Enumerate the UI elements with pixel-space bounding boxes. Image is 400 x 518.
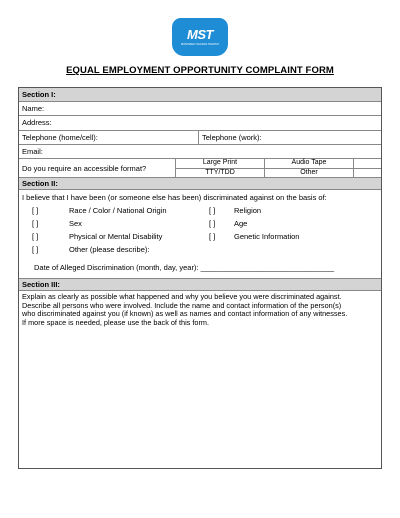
complaint-form bbox=[18, 87, 382, 469]
instruction-line: If more space is needed, please use the back of this form. bbox=[22, 317, 209, 327]
telephone-home-label: Telephone (home/cell): bbox=[22, 133, 98, 142]
logo-mark: MST bbox=[187, 26, 213, 42]
checkbox-age[interactable]: [ ] bbox=[209, 219, 216, 228]
option-genetic-label: Genetic Information bbox=[234, 232, 300, 241]
checkbox-sex[interactable]: [ ] bbox=[32, 219, 39, 228]
section2-intro: I believe that I have been (or someone else has been) discriminated against on the basis of: bbox=[22, 193, 327, 202]
section3-answer-area[interactable] bbox=[19, 328, 381, 468]
checkbox-disability[interactable]: [ ] bbox=[32, 232, 39, 241]
section2-body bbox=[19, 190, 381, 279]
format-other[interactable]: Other bbox=[300, 169, 318, 176]
instruction-line: Describe all persons who were involved. Include the name and contact information of the person(s) bbox=[22, 300, 342, 310]
instruction-line: who discriminated against you (if known) as well as names and contact information of any witnesses. bbox=[22, 309, 348, 319]
section1-header: Section I: bbox=[19, 88, 381, 102]
format-audio-tape[interactable]: Audio Tape bbox=[291, 159, 327, 166]
mst-logo bbox=[172, 18, 228, 56]
address-label: Address: bbox=[22, 118, 52, 127]
format-large-print[interactable]: Large Print bbox=[202, 159, 238, 166]
option-age-label: Age bbox=[234, 219, 248, 228]
section3-header: Section III: bbox=[19, 279, 381, 291]
telephone-work-label: Telephone (work): bbox=[202, 133, 262, 142]
checkbox-genetic[interactable]: [ ] bbox=[209, 232, 216, 241]
section3-instructions bbox=[22, 293, 378, 327]
telephone-divider bbox=[198, 131, 199, 144]
checkbox-race[interactable]: [ ] bbox=[32, 206, 39, 215]
logo-subtitle: MONTEREY-SALINAS TRANSIT bbox=[180, 42, 220, 46]
name-label: Name: bbox=[22, 104, 45, 113]
option-religion-label: Religion bbox=[234, 206, 262, 215]
option-sex-label: Sex bbox=[69, 219, 82, 228]
format-tty-tdd[interactable]: TTY/TDD bbox=[205, 169, 235, 176]
checkbox-religion[interactable]: [ ] bbox=[209, 206, 216, 215]
email-label: Email: bbox=[22, 147, 43, 156]
section2-header: Section II: bbox=[19, 178, 381, 190]
name-field[interactable] bbox=[19, 102, 381, 116]
option-other-label: Other (please describe): bbox=[69, 245, 150, 254]
date-of-discrimination-field[interactable]: Date of Alleged Discrimination (month, day, year): ________________________________ bbox=[34, 263, 335, 272]
checkbox-other[interactable]: [ ] bbox=[32, 245, 39, 254]
instruction-line: Explain as clearly as possible what happened and why you believe you were discriminated against. bbox=[22, 292, 342, 301]
accessible-format-row bbox=[19, 159, 381, 178]
telephone-row bbox=[19, 131, 381, 145]
option-race-label: Race / Color / National Origin bbox=[69, 206, 167, 215]
form-title: EQUAL EMPLOYMENT OPPORTUNITY COMPLAINT FORM bbox=[66, 65, 334, 76]
accessible-format-label: Do you require an accessible format? bbox=[22, 164, 147, 173]
address-field[interactable] bbox=[19, 116, 381, 131]
option-disability-label: Physical or Mental Disability bbox=[69, 232, 163, 241]
email-field[interactable] bbox=[19, 145, 381, 159]
